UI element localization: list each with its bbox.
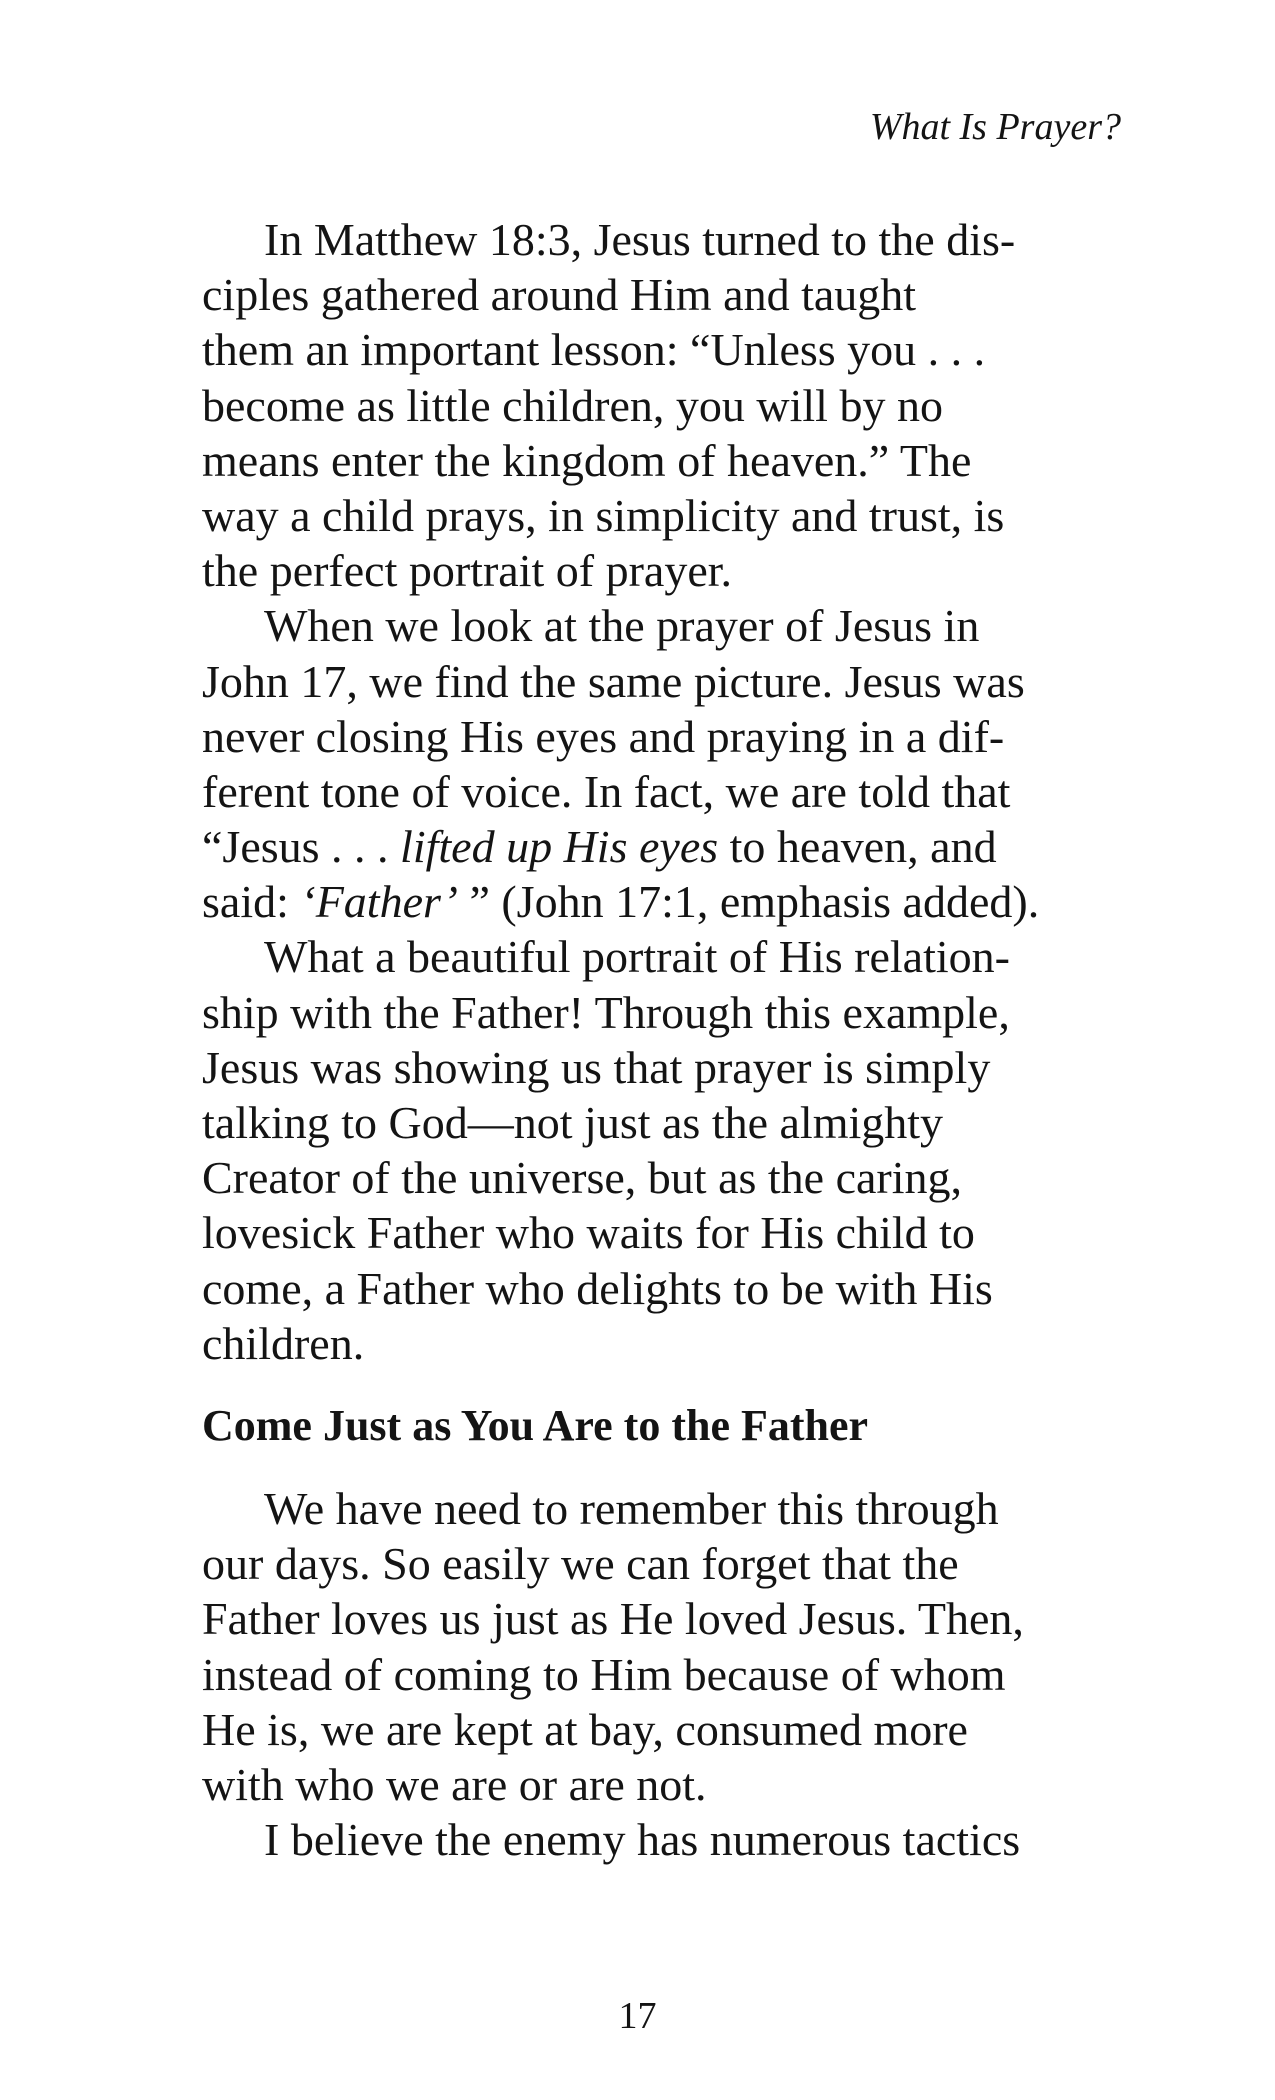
page-number: 17 bbox=[618, 1995, 657, 2037]
text-line: never closing His eyes and praying in a dif- bbox=[202, 710, 1005, 762]
text-line: Father loves us just as He loved Jesus. Then, bbox=[202, 1593, 1024, 1645]
text-line: ferent tone of voice. In fact, we are told that bbox=[202, 765, 1011, 817]
text-line: with who we are or are not. bbox=[202, 1758, 707, 1810]
paragraph-5 bbox=[202, 1812, 1202, 1867]
text-run: ” (John 17:1, emphasis added). bbox=[457, 876, 1040, 928]
text-line: What a beautiful portrait of His relation- bbox=[264, 931, 1010, 983]
text-line: the perfect portrait of prayer. bbox=[202, 545, 733, 597]
text-line: children. bbox=[202, 1317, 365, 1369]
paragraph-2 bbox=[202, 598, 1202, 929]
text-line: Creator of the universe, but as the caring, bbox=[202, 1152, 963, 1204]
text-line: way a child prays, in simplicity and trust, is bbox=[202, 489, 1005, 541]
text-line: become as little children, you will by no bbox=[202, 379, 943, 431]
paragraph-3 bbox=[202, 929, 1202, 1371]
text-line: talking to God—not just as the almighty bbox=[202, 1097, 944, 1148]
running-head: What Is Prayer? bbox=[869, 106, 1121, 148]
text-line: We have need to remember this through bbox=[264, 1482, 999, 1534]
emphasis-text: ‘Father’ bbox=[300, 876, 458, 928]
text-line: ship with the Father! Through this example, bbox=[202, 986, 1010, 1038]
text-line: means enter the kingdom of heaven.” The bbox=[202, 434, 972, 486]
text-line: them an important lesson: “Unless you . . . bbox=[202, 324, 986, 376]
paragraph-4 bbox=[202, 1481, 1202, 1812]
text-run: to heaven, and bbox=[718, 821, 997, 873]
text-line bbox=[202, 819, 1202, 874]
text-line: instead of coming to Him because of whom bbox=[202, 1648, 1006, 1700]
paragraph-1 bbox=[202, 212, 1202, 598]
text-line: He is, we are kept at bay, consumed more bbox=[202, 1703, 968, 1755]
text-line: John 17, we find the same picture. Jesus was bbox=[202, 655, 1025, 707]
text-run: “Jesus . . . bbox=[202, 821, 401, 873]
text-line: In Matthew 18:3, Jesus turned to the dis- bbox=[264, 214, 1016, 265]
text-line: Jesus was showing us that prayer is simply bbox=[202, 1041, 991, 1093]
section-heading: Come Just as You Are to the Father bbox=[202, 1400, 869, 1450]
text-line: come, a Father who delights to be with His bbox=[202, 1262, 993, 1314]
text-run: said: bbox=[202, 876, 301, 928]
emphasis-text: lifted up His eyes bbox=[400, 821, 719, 873]
text-line: our days. So easily we can forget that the bbox=[202, 1538, 959, 1590]
text-line: lovesick Father who waits for His child to bbox=[202, 1207, 975, 1259]
text-line: I believe the enemy has numerous tactics bbox=[264, 1814, 1021, 1866]
text-line: ciples gathered around Him and taught bbox=[202, 269, 917, 321]
body-text bbox=[202, 212, 1202, 1867]
text-line bbox=[202, 874, 1202, 929]
text-line: When we look at the prayer of Jesus in bbox=[264, 600, 980, 652]
